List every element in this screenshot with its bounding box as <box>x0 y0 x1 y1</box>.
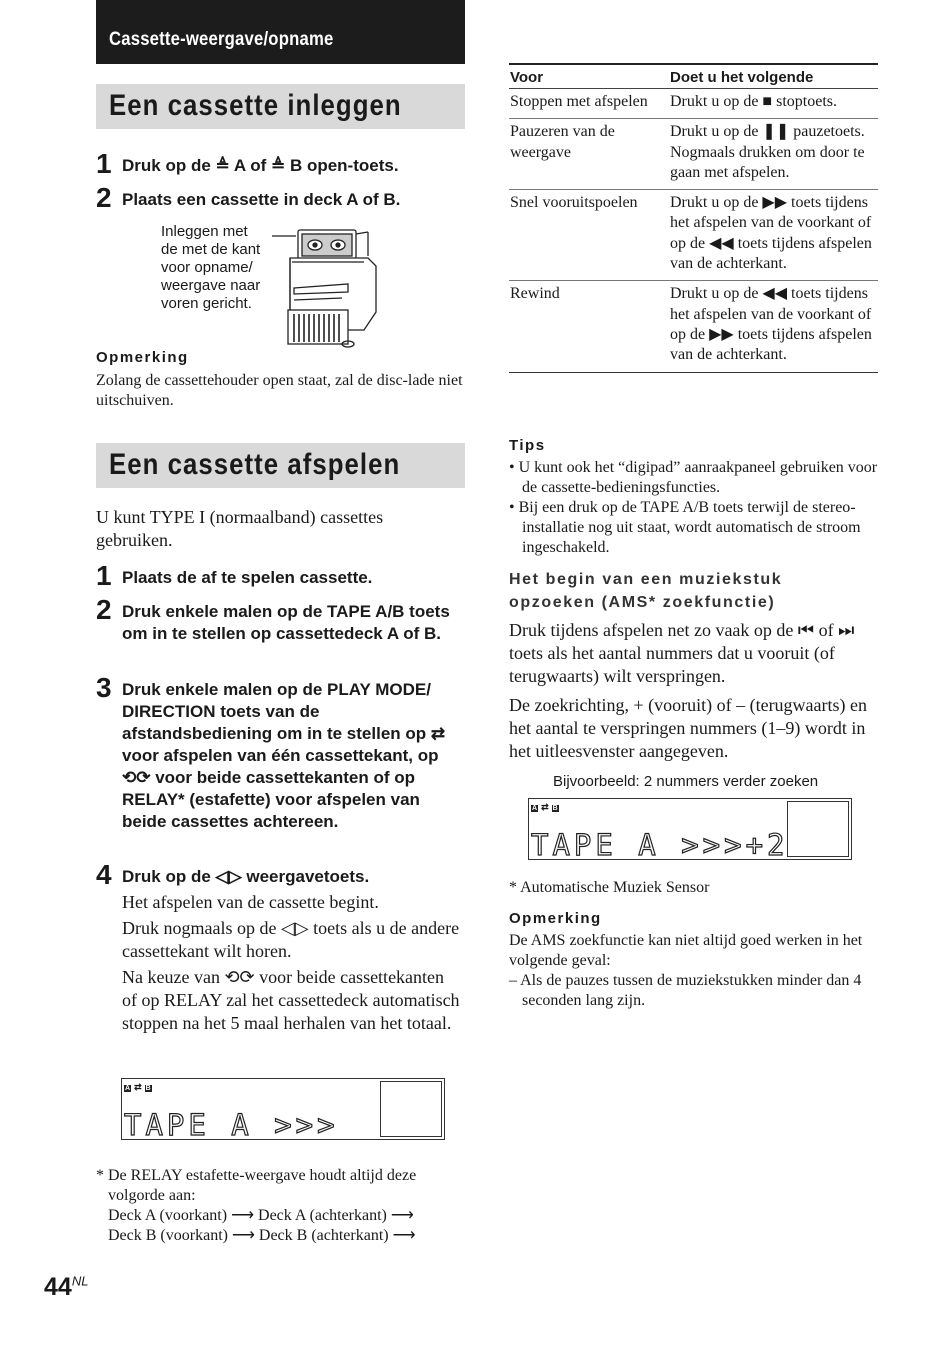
table-row <box>509 89 878 119</box>
relay-footnote-line: * De RELAY estafette-weergave houdt altijd deze <box>96 1167 417 1184</box>
note1-heading: Opmerking <box>96 349 189 366</box>
table-header-cell: Doet u het volgende <box>669 64 878 89</box>
ams-heading-line: Het begin van een muziekstuk <box>509 571 783 588</box>
load-step-1-text: Druk op de ≜ A of ≜ B open-toets. <box>122 156 399 175</box>
deck-a-indicator: A <box>532 805 538 812</box>
deck-b-indicator: B <box>552 805 558 812</box>
relay-footnote-line: Deck A (voorkant) ⟶ Deck A (achterkant) ⟶ <box>108 1207 414 1224</box>
note2-item: – Als de pauzes tussen de muziekstukken minder dan 4 seconden lang zijn. <box>509 972 862 1009</box>
relay-footnote-line: volgorde aan: <box>108 1187 196 1204</box>
relay-footnote-line: Deck B (voorkant) ⟶ Deck B (achterkant) ⟶ <box>108 1227 416 1244</box>
play-intro: U kunt TYPE I (normaalband) cassettes gebruiken. <box>96 507 384 550</box>
step4-result <box>122 891 462 1035</box>
direction-indicator-icon: ⇄ <box>541 802 549 812</box>
table-cell: Drukt u op de ◀◀ toets tijdens het afspelen van de voorkant of op de ▶▶ toets tijdens afspelen van de achterkant. <box>669 281 878 372</box>
deck-b-indicator: B <box>145 1085 151 1092</box>
load-step-1-number: 1 <box>96 148 112 179</box>
table-cell: Drukt u op de ■ stoptoets. <box>669 89 878 119</box>
ams-footnote: * Automatische Muziek Sensor <box>509 879 710 896</box>
step4-para: Druk nogmaals op de ◁▷ toets als u de andere cassettekant wilt horen. <box>122 918 460 961</box>
section-title: Cassette-weergave/opname <box>109 29 334 50</box>
relay-footnote <box>96 1166 466 1246</box>
figure-caption-line: voor opname/ <box>161 259 253 276</box>
page-number <box>44 1273 88 1302</box>
play-step-2-number: 2 <box>96 594 112 625</box>
tips-list <box>509 458 881 558</box>
tip-item: • Bij een druk op de TAPE A/B toets terwijl de stereo-installatie nog uit staat, wordt automatisch de stroom ingeschakeld. <box>509 499 861 556</box>
deck-a-indicator: A <box>125 1085 131 1092</box>
play-step-3-number: 3 <box>96 672 112 703</box>
display2-right-panel <box>787 801 849 857</box>
playback-operations-table <box>509 63 878 373</box>
note1-text: Zolang de cassettehouder open staat, zal de disc-lade niet uitschuiven. <box>96 372 463 409</box>
step4-para: Na keuze van ⟲⟳ voor beide cassettekanten of op RELAY zal het cassettedeck automatisch stoppen na het 5 maal herhalen van het totaal. <box>122 967 460 1033</box>
direction-indicator-icon: ⇄ <box>134 1082 142 1092</box>
play-step-4-number: 4 <box>96 859 112 890</box>
load-heading-box <box>96 84 465 129</box>
ams-heading-line: opzoeken (AMS* zoekfunctie) <box>509 594 776 611</box>
play-heading: Een cassette afspelen <box>109 448 401 481</box>
figure-caption-line: weergave naar <box>161 277 261 294</box>
figure-caption-line: Inleggen met <box>161 223 248 240</box>
play-step-1-text: Plaats de af te spelen cassette. <box>122 568 373 587</box>
note2-list <box>509 971 881 1011</box>
figure-caption-line: de met de kant <box>161 241 261 258</box>
display1-indicators <box>124 1082 155 1093</box>
play-heading-box <box>96 443 465 488</box>
table-cell: Stoppen met afspelen <box>509 89 669 119</box>
play-step-3-text: Druk enkele malen op de PLAY MODE/ DIRECTION toets van de afstandsbediening om in te stellen op ⇄ voor afspelen van één cassettekant, op ⟲⟳ voor beide cassettekanten of op RELAY* (estafette) voor afspelen van beide cassettes achtereen. <box>122 680 446 831</box>
section-title-bar <box>96 0 465 64</box>
note2-text: De AMS zoekfunctie kan niet altijd goed werken in het volgende geval: <box>509 932 863 969</box>
play-step-4-text: Druk op de ◁▷ weergavetoets. <box>122 867 370 886</box>
tape-display-2 <box>528 798 852 860</box>
cassette-insert-illustration <box>268 222 386 350</box>
figure-caption <box>161 223 260 313</box>
tape-display-1 <box>121 1078 445 1140</box>
table-header-row <box>509 64 878 89</box>
tips-heading: Tips <box>509 437 546 454</box>
ams-paragraph-2: De zoekrichting, + (vooruit) of – (terugwaarts) en het aantal te verspringen nummers (1–9) wordt in het uitleesvenster aangegeven. <box>509 695 868 761</box>
play-step-2-text: Druk enkele malen op de TAPE A/B toets om in te stellen op cassettedeck A of B. <box>122 602 450 643</box>
figure-caption-line: voren gericht. <box>161 295 252 312</box>
table-row <box>509 119 878 190</box>
play-step-1-number: 1 <box>96 560 112 591</box>
table-row <box>509 190 878 281</box>
load-heading: Een cassette inleggen <box>109 89 402 122</box>
table-row <box>509 281 878 372</box>
load-step-2-number: 2 <box>96 182 112 213</box>
display2-indicators <box>531 802 562 813</box>
load-step-2-text: Plaats een cassette in deck A of B. <box>122 190 401 209</box>
ams-heading <box>509 568 782 614</box>
page-language-suffix: NL <box>71 1273 89 1289</box>
table-cell: Rewind <box>509 281 669 372</box>
table-cell: Snel vooruitspoelen <box>509 190 669 281</box>
step4-para: Het afspelen van de cassette begint. <box>122 892 379 912</box>
table-cell: Drukt u op de ▶▶ toets tijdens het afspelen van de voorkant of op de ◀◀ toets tijdens afspelen van de achterkant. <box>669 190 878 281</box>
ams-paragraph-1: Druk tijdens afspelen net zo vaak op de ⏮ of ⏭ toets als het aantal nummers dat u vooruit (of terugwaarts) wilt verspringen. <box>509 620 855 686</box>
note2-heading: Opmerking <box>509 910 602 927</box>
table-cell: Pauzeren van de weergave <box>509 119 669 190</box>
display2-text: TAPE A >>>+2 <box>531 828 789 862</box>
example-caption: Bijvoorbeeld: 2 nummers verder zoeken <box>553 773 819 790</box>
tip-item: • U kunt ook het “digipad” aanraakpaneel gebruiken voor de cassette-bedieningsfuncties. <box>509 459 878 496</box>
table-cell: Drukt u op de ❚❚ pauzetoets. Nogmaals drukken om door te gaan met afspelen. <box>669 119 878 190</box>
display1-text: TAPE A >>> <box>124 1108 339 1142</box>
table-header-cell: Voor <box>509 64 669 89</box>
display1-right-panel <box>380 1081 442 1137</box>
page-number-value: 44 <box>44 1273 72 1301</box>
